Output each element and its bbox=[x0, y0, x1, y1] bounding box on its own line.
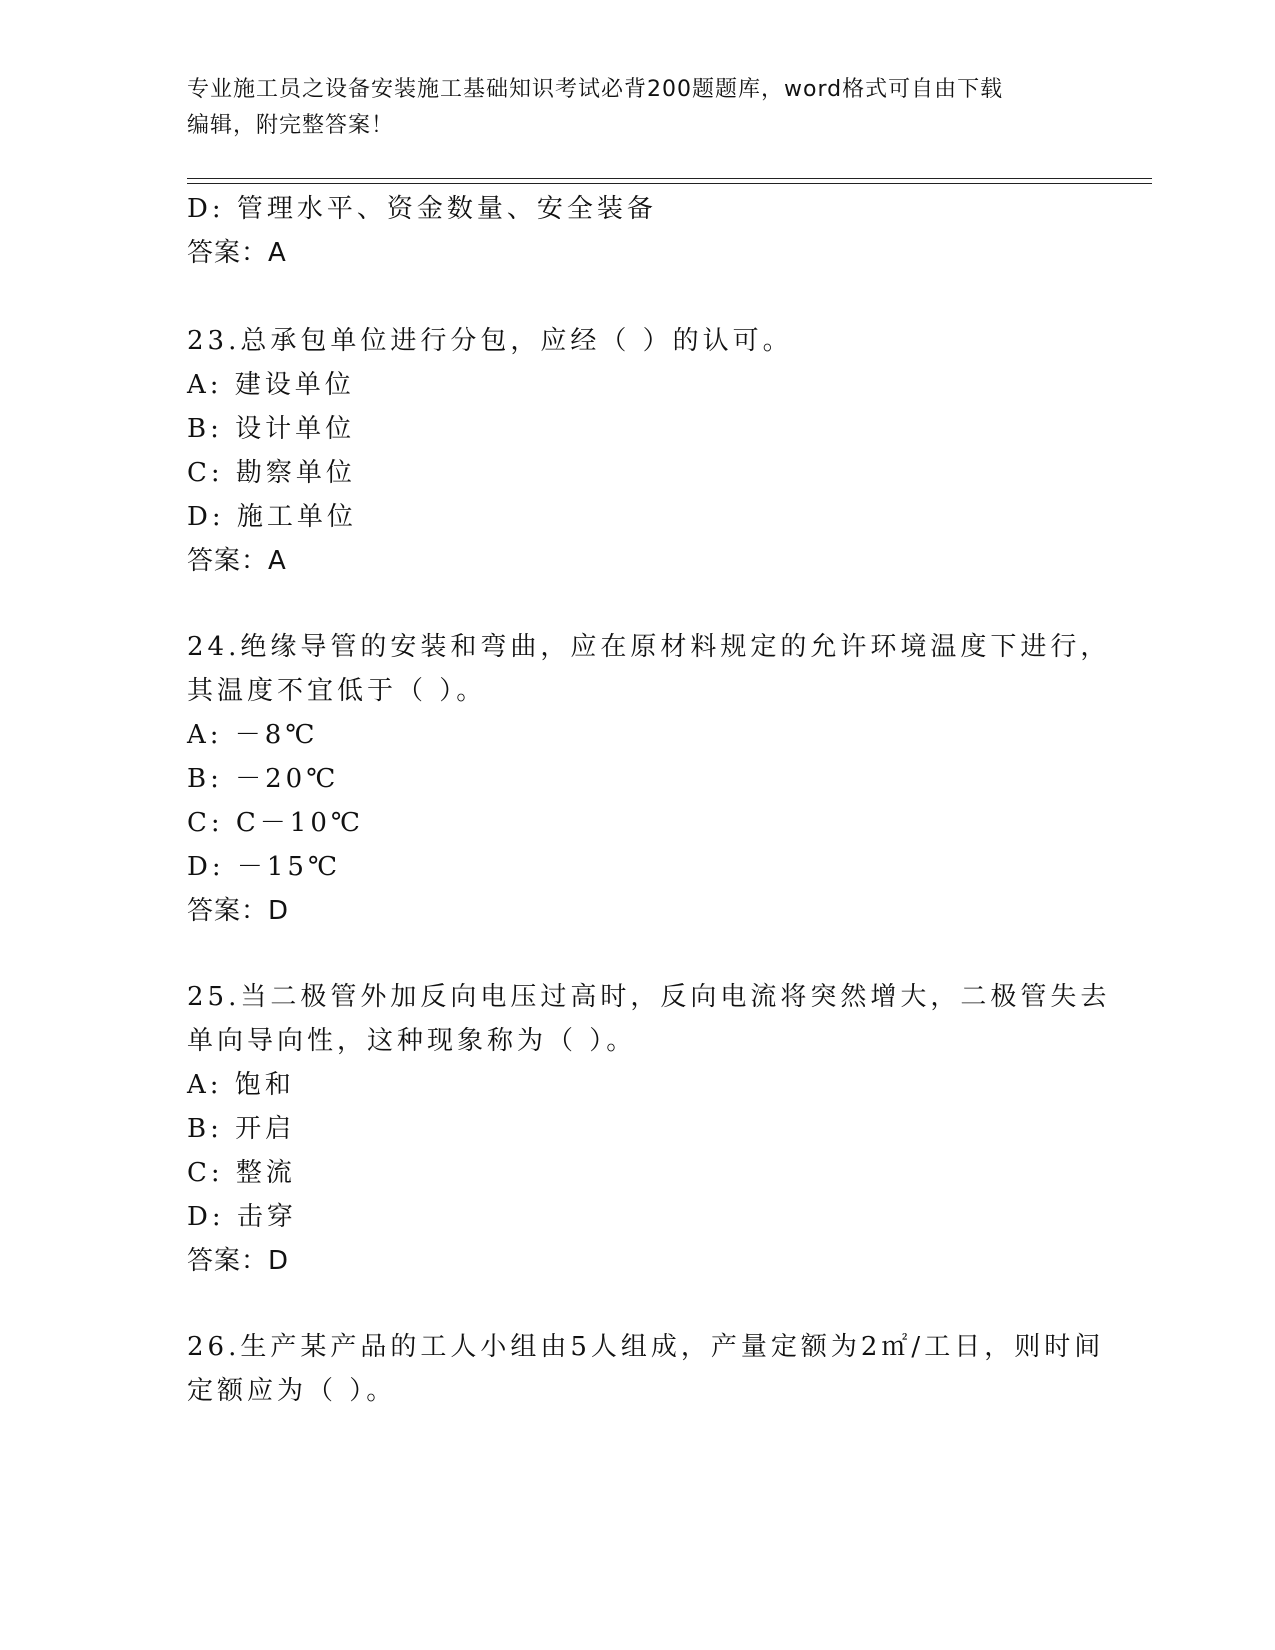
header-divider-top bbox=[187, 178, 1152, 179]
header-line-2: 编辑，附完整答案！ bbox=[187, 113, 395, 138]
q24-option-d: D: －15℃ bbox=[187, 852, 342, 882]
q26-stem-line-2: 定额应为（ ）。 bbox=[187, 1376, 397, 1406]
document-header bbox=[187, 72, 1067, 144]
q25-option-d: D: 击穿 bbox=[187, 1202, 297, 1232]
header-line-1: 专业施工员之设备安装施工基础知识考试必背200题题库，word格式可自由下载 bbox=[187, 77, 1004, 102]
q23-answer: 答案：A bbox=[187, 546, 287, 576]
q24-option-c: C: C－10℃ bbox=[187, 808, 364, 838]
q23-option-d: D: 施工单位 bbox=[187, 502, 357, 532]
prev-option-d: D: 管理水平、资金数量、安全装备 bbox=[187, 194, 657, 224]
q24-answer: 答案：D bbox=[187, 896, 290, 926]
q25-option-c: C: 整流 bbox=[187, 1158, 296, 1188]
q23-option-c: C: 勘察单位 bbox=[187, 458, 356, 488]
q26-stem-line-1: 26.生产某产品的工人小组由5人组成，产量定额为2㎡/工日，则时间 bbox=[187, 1332, 1105, 1362]
q25-option-a: A: 饱和 bbox=[187, 1070, 295, 1100]
q24-option-a: A: －8℃ bbox=[187, 720, 319, 750]
q23-option-a: A: 建设单位 bbox=[187, 370, 355, 400]
q25-answer: 答案：D bbox=[187, 1246, 290, 1276]
q23-stem: 23.总承包单位进行分包，应经（ ）的认可。 bbox=[187, 326, 793, 356]
header-divider-bottom bbox=[187, 183, 1152, 184]
q24-stem-line-1: 24.绝缘导管的安装和弯曲，应在原材料规定的允许环境温度下进行， bbox=[187, 632, 1111, 662]
q25-option-b: B: 开启 bbox=[187, 1114, 296, 1144]
prev-answer: 答案：A bbox=[187, 238, 287, 268]
q24-stem-line-2: 其温度不宜低于（ ）。 bbox=[187, 676, 487, 706]
q24-option-b: B: －20℃ bbox=[187, 764, 340, 794]
q25-stem-line-2: 单向导向性，这种现象称为（ ）。 bbox=[187, 1026, 637, 1056]
q23-option-b: B: 设计单位 bbox=[187, 414, 356, 444]
q25-stem-line-1: 25.当二极管外加反向电压过高时，反向电流将突然增大，二极管失去 bbox=[187, 982, 1111, 1012]
